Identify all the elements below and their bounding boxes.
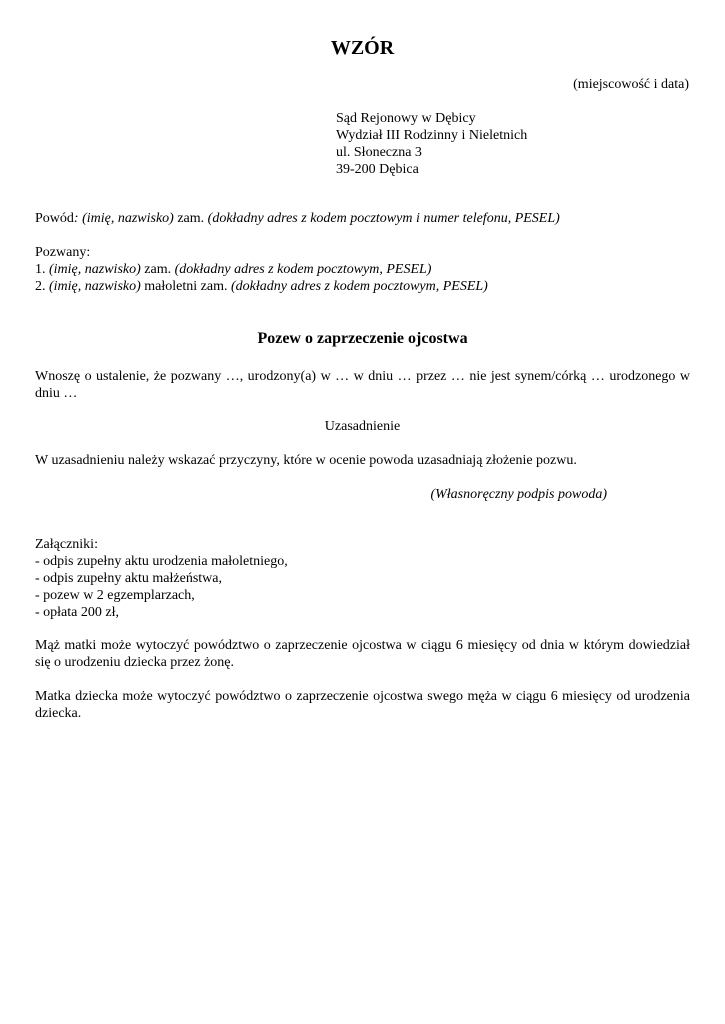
defendant-line — [35, 262, 690, 279]
note-paragraph: Mąż matki może wytoczyć powództwo o zaprzeczenie ojcostwa w ciągu 6 miesięcy od dnia w którym dowiedział się o urodzeniu dziecka przez żonę. — [35, 638, 690, 670]
justification-heading: Uzasadnienie — [324, 419, 401, 434]
plaintiff-name: (imię, nazwisko) — [82, 211, 174, 226]
defendants-label: Pozwany: — [35, 245, 91, 260]
attachments-section — [35, 537, 288, 622]
plaintiff-address: (dokładny adres z kodem pocztowym i numer telefonu, PESEL) — [207, 211, 560, 226]
defendant-mid: małoletni zam. — [140, 279, 231, 294]
court-line: Wydział III Rodzinny i Nieletnich — [336, 128, 528, 143]
attachments-label: Załączniki: — [35, 537, 98, 552]
plaintiff-line — [35, 211, 690, 228]
justification-paragraph: W uzasadnieniu należy wskazać przyczyny, które w ocenie powoda uzasadniają złożenie pozwu. — [35, 453, 577, 468]
request-paragraph: Wnoszę o ustalenie, że pozwany …, urodzony(a) w … w dniu … przez … nie jest synem/córką … urodzonego w dniu … — [35, 369, 690, 401]
place-and-date: (miejscowość i data) — [573, 77, 689, 92]
plaintiff-zam: zam. — [173, 211, 208, 226]
court-line: 39-200 Dębica — [336, 162, 419, 177]
court-line: Sąd Rejonowy w Dębicy — [336, 111, 476, 126]
note-paragraph: Matka dziecka może wytoczyć powództwo o zaprzeczenie ojcostwa swego męża w ciągu 6 miesięcy od urodzenia dziecka. — [35, 689, 690, 721]
defendant-number: 2. — [35, 279, 49, 294]
attachment-item: - opłata 200 zł, — [35, 605, 119, 620]
defendant-address: (dokładny adres z kodem pocztowym, PESEL) — [230, 279, 488, 294]
defendants-section — [35, 245, 690, 296]
attachment-item: - odpis zupełny aktu małżeństwa, — [35, 571, 223, 586]
plaintiff-colon: : — [73, 211, 83, 226]
attachment-item: - pozew w 2 egzemplarzach, — [35, 588, 195, 603]
plaintiff-section — [35, 211, 690, 228]
defendant-mid: zam. — [140, 262, 175, 277]
attachment-item: - odpis zupełny aktu urodzenia małoletniego, — [35, 554, 288, 569]
plaintiff-label: Powód — [35, 211, 74, 226]
court-line: ul. Słoneczna 3 — [336, 145, 422, 160]
lawsuit-heading: Pozew o zaprzeczenie ojcostwa — [257, 330, 468, 347]
court-address — [336, 111, 527, 179]
defendant-address: (dokładny adres z kodem pocztowym, PESEL) — [174, 262, 432, 277]
defendant-line — [35, 279, 690, 296]
defendant-number: 1. — [35, 262, 49, 277]
defendant-name: (imię, nazwisko) — [49, 279, 141, 294]
defendant-name: (imię, nazwisko) — [49, 262, 141, 277]
signature-placeholder: (Własnoręczny podpis powoda) — [430, 487, 607, 502]
document-title: WZÓR — [330, 37, 395, 59]
